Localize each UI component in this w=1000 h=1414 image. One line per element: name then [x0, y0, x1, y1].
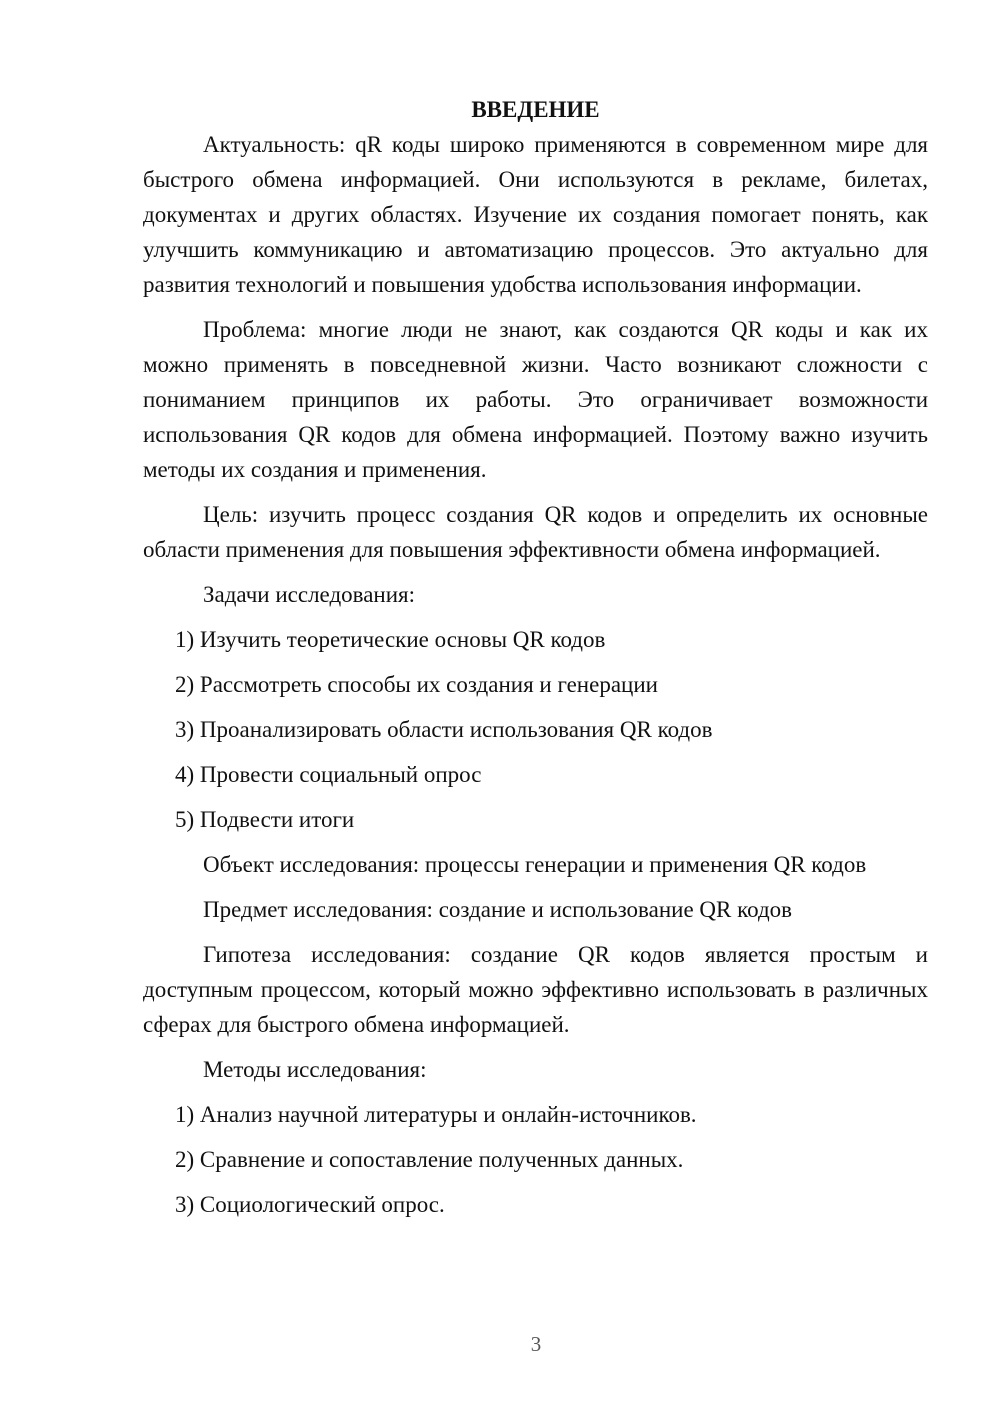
methods-heading: Методы исследования:	[203, 1057, 427, 1082]
method-item: 3) Социологический опрос.	[175, 1192, 445, 1217]
task-item: 2) Рассмотреть способы их создания и генерации	[175, 672, 658, 697]
page-title: ВВЕДЕНИЕ	[471, 97, 600, 122]
relevance-paragraph: Актуальность: qR коды широко применяются в современном мире для быстрого обмена информацией. Они используются в рекламе, билетах, документах и других областях. Изучение их создания помогает понять, как улучшить коммуникацию и автоматизацию процессов. Это актуально для развития технологий и повышения удобства использования информации.	[143, 132, 928, 297]
subject-line: Предмет исследования: создание и использование QR кодов	[203, 897, 793, 922]
task-item: 4) Провести социальный опрос	[175, 762, 482, 787]
tasks-list	[143, 622, 928, 837]
method-item: 1) Анализ научной литературы и онлайн-источников.	[175, 1102, 697, 1127]
task-item: 3) Проанализировать области использования QR кодов	[175, 717, 713, 742]
task-item: 5) Подвести итоги	[175, 807, 355, 832]
tasks-heading: Задачи исследования:	[203, 582, 416, 607]
method-item: 2) Сравнение и сопоставление полученных данных.	[175, 1147, 684, 1172]
hypothesis-paragraph: Гипотеза исследования: создание QR кодов является простым и доступным процессом, который можно эффективно использовать в различных сферах для быстрого обмена информацией.	[143, 942, 928, 1037]
page-number: 3	[530, 1332, 542, 1356]
methods-list	[143, 1097, 928, 1222]
object-line: Объект исследования: процессы генерации и применения QR кодов	[203, 852, 867, 877]
goal-paragraph: Цель: изучить процесс создания QR кодов и определить их основные области применения для повышения эффективности обмена информацией.	[143, 502, 928, 562]
task-item: 1) Изучить теоретические основы QR кодов	[175, 627, 606, 652]
problem-paragraph: Проблема: многие люди не знают, как создаются QR коды и как их можно применять в повседневной жизни. Часто возникают сложности с пониманием принципов их работы. Это ограничивает возможности использования QR кодов для обмена информацией. Поэтому важно изучить методы их создания и применения.	[143, 317, 928, 482]
document-page	[143, 92, 928, 1232]
